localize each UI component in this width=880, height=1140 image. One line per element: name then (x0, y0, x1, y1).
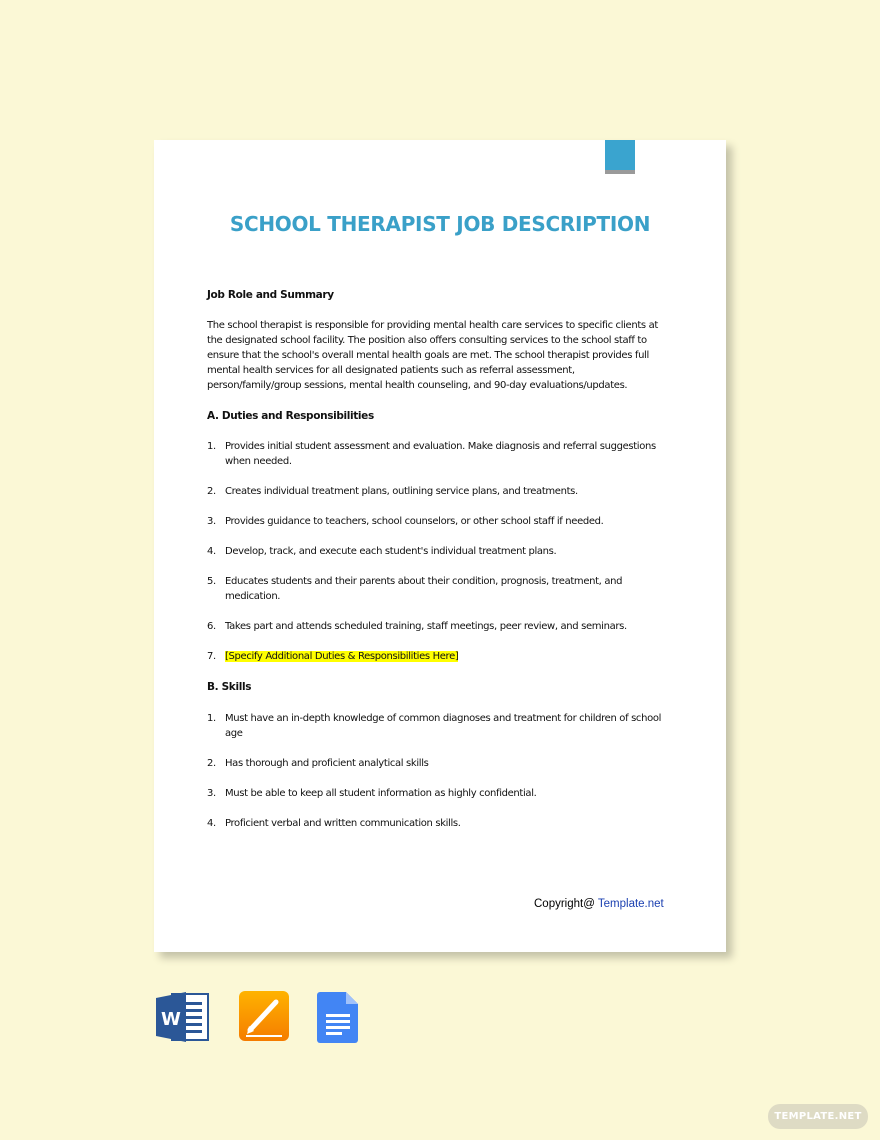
skills-list (207, 711, 667, 831)
skills-heading: B. Skills (207, 681, 252, 693)
duties-heading: A. Duties and Responsibilities (207, 410, 374, 422)
template-link[interactable]: Template.net (597, 898, 664, 910)
svg-text:W: W (161, 1009, 181, 1030)
duty-item-placeholder: 7. [Specify Additional Duties & Responsibilities Here] (207, 651, 459, 662)
template-net-badge[interactable]: TEMPLATE.NET (768, 1104, 868, 1129)
duty-item: 5. Educates students and their parents about their condition, prognosis, treatment, and medication. (207, 576, 623, 602)
duty-item: 6. Takes part and attends scheduled training, staff meetings, peer review, and seminars. (207, 621, 627, 632)
skill-item: 3. Must be able to keep all student information as highly confidential. (207, 788, 537, 799)
duty-item: 1. Provides initial student assessment and evaluation. Make diagnosis and referral suggestions when needed. (207, 441, 656, 467)
duty-item: 2. Creates individual treatment plans, outlining service plans, and treatments. (207, 486, 578, 497)
duty-item: 4. Develop, track, and execute each student's individual treatment plans. (207, 546, 557, 557)
skill-item: 1. Must have an in-depth knowledge of common diagnoses and treatment for children of school age (207, 713, 662, 739)
summary-paragraph: The school therapist is responsible for providing mental health care services to specific clients at the designated school facility. The position also offers consulting services to the school staff to ensure that the school's overall mental health goals are met. The school therapist provides full mental health services for all designated patients such as referral assessment, person/family/group sessions, mental health counseling, and 90-day evaluations/updates. (207, 320, 658, 391)
summary-heading: Job Role and Summary (207, 289, 334, 301)
duty-item: 3. Provides guidance to teachers, school counselors, or other school staff if needed. (207, 516, 604, 527)
skill-item: 2. Has thorough and proficient analytical skills (207, 758, 429, 769)
copyright-notice: Copyright@ Template.net (534, 898, 664, 910)
document-body (207, 288, 667, 846)
bookmark-ribbon (605, 140, 635, 174)
microsoft-word-icon[interactable] (154, 990, 210, 1044)
document-title: SCHOOL THERAPIST JOB DESCRIPTION (229, 212, 651, 236)
google-docs-icon[interactable] (316, 990, 360, 1044)
apple-pages-icon[interactable] (238, 990, 290, 1042)
document-page (154, 140, 726, 952)
highlighted-placeholder: [Specify Additional Duties & Responsibilities Here] (225, 651, 459, 662)
skill-item: 4. Proficient verbal and written communication skills. (207, 818, 461, 829)
duties-list (207, 439, 667, 664)
